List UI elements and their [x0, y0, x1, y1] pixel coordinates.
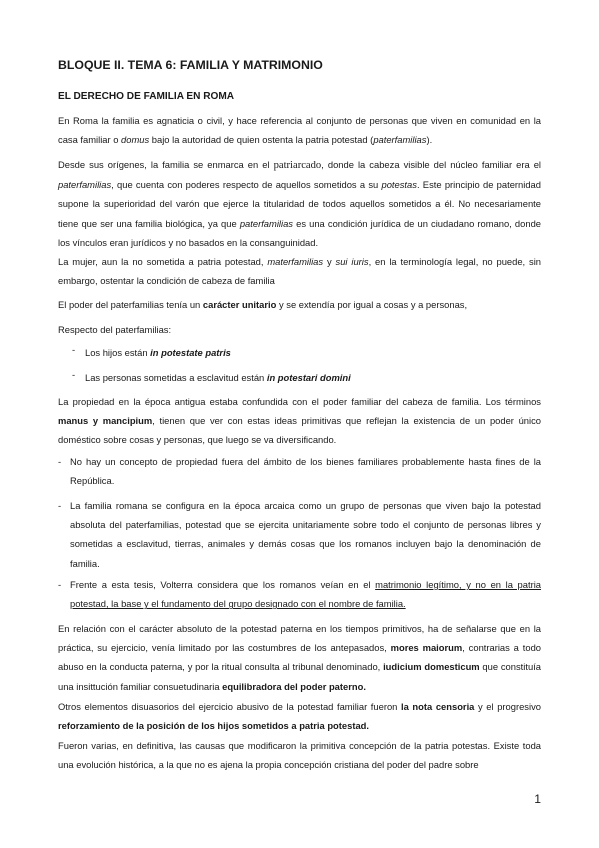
- paragraph-mujer: La mujer, aun la no sometida a patria potestad, materfamilias y sui iuris, en la terminología legal, no puede, sin embargo, ostentar la condición de cabeza de familia: [58, 256, 542, 287]
- paragraph-respecto: Respecto del paterfamilias:: [58, 324, 172, 335]
- bullet-dash: -: [72, 369, 76, 380]
- paragraph-caracter-absoluto: En relación con el carácter absoluto de la potestad paterna en los tiempos primitivos, ha de señalarse que en la práctica, su ejercicio, venía limitado por las costumbres de los antepasados, mores maiorum, contrarias a todo abuso en la conducta paterna, y por la ritual consulta al tribunal denominado, iudicium domesticum que constituía una insittución familiar consuetudinaria equilibradora del poder paterno.: [58, 623, 541, 692]
- bullet-esclavitud: Las personas sometidas a esclavitud están in potestari domini: [85, 372, 351, 383]
- paragraph-familia-agnaticia: En Roma la familia es agnaticia o civil, y hace referencia al conjunto de personas que viven en comunidad en la casa familiar o domus bajo la autoridad de quien ostenta la patria potestad (paterfamilias).: [58, 115, 541, 146]
- list-item-volterra: Frente a esta tesis, Volterra considera que los romanos veían en el matrimonio legítimo, y no en la patria potestad, la base y el fundamento del grupo designado con el nombre de familia.: [70, 579, 542, 610]
- paragraph-poder-unitario: El poder del paterfamilias tenía un carácter unitario y se extendía por igual a cosas y a personas,: [58, 299, 468, 310]
- paragraph-propiedad: La propiedad en la época antigua estaba confundida con el poder familiar del cabeza de familia. Los términos manus y mancipium, tienen que ver con estas ideas primitivas que reflejan la existencia de un poder único doméstico sobre cosas y personas, que luego se va diversificando.: [58, 396, 541, 446]
- paragraph-disuasorios: Otros elementos disuasorios del ejercicio abusivo de la potestad familiar fueron la nota censoria y el progresivo reforzamiento de la posición de los hijos sometidos a patria potestad.: [58, 701, 541, 732]
- list-dash: -: [58, 456, 62, 467]
- list-item-familia-arcaica: La familia romana se configura en la época arcaica como un grupo de personas que viven bajo la potestad absoluta del paterfamilias, potestad que se ejercita unitariamente sobre todo el conjunto de personas libres y sometidas a esclavitud, tierras, animales y demás cosas que los romanos incluyen bajo la denominación de familia.: [70, 500, 541, 569]
- list-item-propiedad: No hay un concepto de propiedad fuera del ámbito de los bienes familiares probablemente hasta fines de la República.: [70, 456, 541, 487]
- paragraph-causas: Fueron varias, en definitiva, las causas que modificaron la primitiva concepción de la patria potestas. Existe toda una evolución histórica, a la que no es ajena la propia concepción cristiana del poder del padre sobre: [58, 740, 541, 771]
- document-title: BLOQUE II. TEMA 6: FAMILIA Y MATRIMONIO: [58, 58, 323, 72]
- bullet-hijos: Los hijos están in potestate patris: [85, 347, 231, 358]
- bullet-dash: -: [72, 344, 76, 355]
- list-dash: -: [58, 500, 62, 511]
- list-dash: -: [58, 579, 62, 590]
- section-heading: EL DERECHO DE FAMILIA EN ROMA: [58, 91, 235, 102]
- page-number: 1: [534, 792, 541, 806]
- paragraph-patriarcado: Desde sus orígenes, la familia se enmarca en el patriarcado, donde la cabeza visible del núcleo familiar era el paterfamilias, que cuenta con poderes respecto de aquellos sometidos a su potestas. Este principio de paternidad supone la superioridad del varón que ejerce la titularidad de todos aquellos sometidos a él. No necesariamente tiene que ser una familia biológica, ya que paterfamilias es una condición jurídica de un ciudadano romano, donde los vínculos eran jurídicos y no basados en la consanguinidad.: [58, 159, 542, 248]
